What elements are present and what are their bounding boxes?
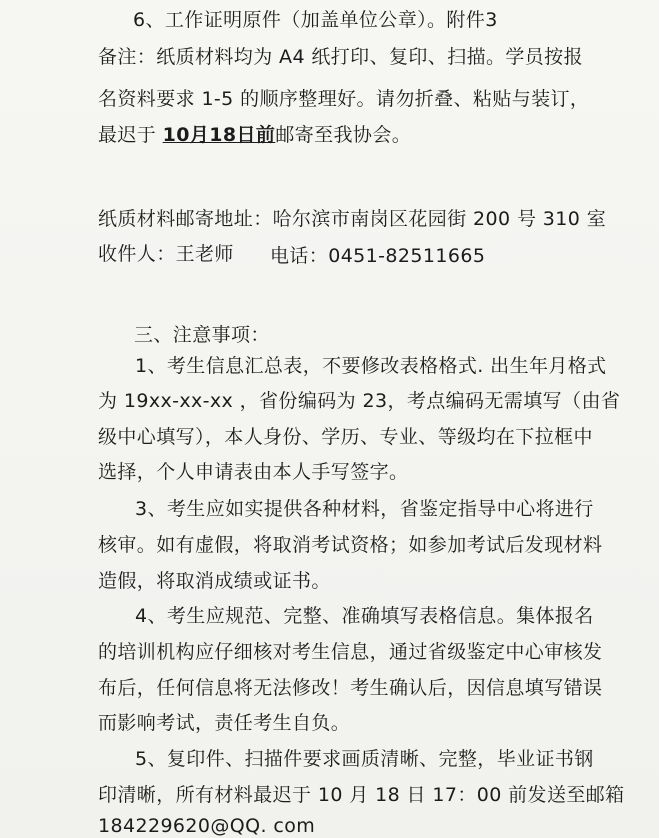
item6-line: 6、工作证明原件（加盖单位公章）。附件3	[133, 9, 498, 31]
note-line-2: 名资料要求 1-5 的顺序整理好。请勿折叠、粘贴与装订，	[98, 88, 590, 110]
note-line-1: 备注：纸质材料均为 A4 纸打印、复印、扫描。学员按报	[98, 46, 583, 68]
mailing-address-line: 纸质材料邮寄地址：哈尔滨市南岗区花园街 200 号 310 室	[98, 208, 607, 230]
p1-line-4: 选择，个人申请表由本人手写签字。	[98, 461, 409, 483]
p1-line-3: 级中心填写），本人身份、学历、专业、等级均在下拉框中	[98, 426, 593, 448]
p4-line-2: 的培训机构应仔细核对考生信息，通过省级鉴定中心审核发	[98, 641, 603, 663]
p4-line-1: 4、考生应规范、完整、准确填写表格信息。集体报名	[135, 605, 594, 627]
email-address: 184229620@QQ. com	[98, 815, 316, 837]
deadline-underlined: 10月18日前	[162, 124, 276, 146]
section3-heading: 三、注意事项：	[134, 324, 270, 346]
note-line-3-suffix: 邮寄至我协会。	[275, 124, 412, 146]
phone-line: 电话：0451-82511665	[270, 245, 486, 267]
p1-line-1: 1、考生信息汇总表，不要修改表格格式. 出生年月格式	[135, 355, 607, 377]
note-line-3-prefix: 最迟于	[98, 124, 163, 146]
p3-line-2: 核审。如有虚假，将取消考试资格；如参加考试后发现材料	[98, 534, 603, 556]
p3-line-1: 3、考生应如实提供各种材料，省鉴定指导中心将进行	[135, 498, 594, 520]
p4-line-4: 而影响考试，责任考生自负。	[98, 712, 351, 734]
p4-line-3: 布后，任何信息将无法修改！考生确认后，因信息填写错误	[98, 677, 603, 699]
p5-line-2: 印清晰，所有材料最迟于 10 月 18 日 17：00 前发送至邮箱	[98, 784, 625, 806]
recipient-line: 收件人：王老师	[98, 243, 234, 265]
p3-line-3: 造假，将取消成绩或证书。	[98, 570, 331, 592]
p5-line-1: 5、复印件、扫描件要求画质清晰、完整，毕业证书钢	[135, 748, 594, 770]
note-line-3	[98, 123, 411, 147]
p1-line-2: 为 19xx-xx-xx ，省份编码为 23，考点编码无需填写（由省	[98, 390, 621, 412]
